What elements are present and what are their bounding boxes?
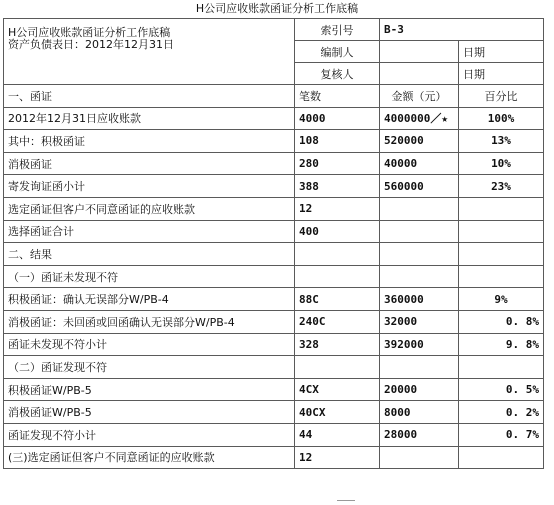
header-row-index bbox=[4, 19, 544, 41]
table-row bbox=[4, 197, 544, 220]
page-edge-mark bbox=[337, 500, 355, 501]
row-percent: 13% bbox=[459, 130, 544, 153]
row-count: 108 bbox=[295, 130, 380, 153]
row-label: 积极函证：确认无误部分W/PB-4 bbox=[4, 288, 295, 311]
row-label: 积极函证W/PB-5 bbox=[4, 378, 295, 401]
row-percent: 9% bbox=[459, 288, 544, 311]
row-label: （二）函证发现不符 bbox=[4, 356, 295, 379]
preparer-value[interactable] bbox=[380, 41, 459, 63]
table-row bbox=[4, 265, 544, 288]
table-row bbox=[4, 152, 544, 175]
reviewer-date-label: 日期 bbox=[459, 63, 544, 85]
table-row bbox=[4, 356, 544, 379]
row-count: 12 bbox=[295, 197, 380, 220]
row-label: 消极函证：未回函或回函确认无误部分W/PB-4 bbox=[4, 310, 295, 333]
row-percent: 10% bbox=[459, 152, 544, 175]
row-percent bbox=[459, 446, 544, 469]
table-row bbox=[4, 220, 544, 243]
reviewer-value[interactable] bbox=[380, 63, 459, 85]
column-header-row bbox=[4, 85, 544, 108]
header-block-subtitle: 资产负债表日：2012年12月31日 bbox=[8, 38, 174, 51]
table-row bbox=[4, 446, 544, 469]
column-header-count: 笔数 bbox=[295, 85, 380, 108]
row-count: 240C bbox=[295, 310, 380, 333]
row-amount: 8000 bbox=[380, 401, 459, 424]
row-percent: 0. 5% bbox=[459, 378, 544, 401]
row-percent bbox=[459, 220, 544, 243]
row-label: (三)选定函证但客户不同意函证的应收账款 bbox=[4, 446, 295, 469]
row-percent: 100% bbox=[459, 107, 544, 130]
table-row bbox=[4, 423, 544, 446]
table-row bbox=[4, 333, 544, 356]
row-label: 函证未发现不符小计 bbox=[4, 333, 295, 356]
row-count: 88C bbox=[295, 288, 380, 311]
row-percent: 0. 7% bbox=[459, 423, 544, 446]
row-count: 280 bbox=[295, 152, 380, 175]
table-row bbox=[4, 310, 544, 333]
table-row bbox=[4, 288, 544, 311]
row-count: 4000 bbox=[295, 107, 380, 130]
workpaper-table bbox=[3, 18, 544, 469]
header-block bbox=[4, 19, 295, 85]
header-block-title: H公司应收账款函证分析工作底稿 bbox=[8, 26, 171, 39]
row-amount: 4000000／★ bbox=[380, 107, 459, 130]
row-label: 寄发询证函小计 bbox=[4, 175, 295, 198]
row-percent: 0. 2% bbox=[459, 401, 544, 424]
row-amount: 32000 bbox=[380, 310, 459, 333]
preparer-date-label: 日期 bbox=[459, 41, 544, 63]
table-row bbox=[4, 378, 544, 401]
reviewer-label: 复核人 bbox=[295, 63, 380, 85]
row-percent: 23% bbox=[459, 175, 544, 198]
row-amount bbox=[380, 220, 459, 243]
row-amount: 360000 bbox=[380, 288, 459, 311]
column-header-amount: 金额（元） bbox=[380, 85, 459, 108]
row-count: 388 bbox=[295, 175, 380, 198]
page-title: H公司应收账款函证分析工作底稿 bbox=[195, 2, 359, 15]
row-amount: 520000 bbox=[380, 130, 459, 153]
row-count bbox=[295, 265, 380, 288]
index-value: B-3 bbox=[380, 19, 544, 41]
table-row bbox=[4, 130, 544, 153]
row-percent bbox=[459, 197, 544, 220]
table-row bbox=[4, 175, 544, 198]
row-label: 二、结果 bbox=[4, 243, 295, 266]
row-count: 4CX bbox=[295, 378, 380, 401]
table-row bbox=[4, 107, 544, 130]
row-amount: 20000 bbox=[380, 378, 459, 401]
row-amount bbox=[380, 197, 459, 220]
row-label: 其中：积极函证 bbox=[4, 130, 295, 153]
row-amount: 560000 bbox=[380, 175, 459, 198]
index-label: 索引号 bbox=[295, 19, 380, 41]
column-header-percent: 百分比 bbox=[459, 85, 544, 108]
row-amount bbox=[380, 265, 459, 288]
row-count: 12 bbox=[295, 446, 380, 469]
row-count: 40CX bbox=[295, 401, 380, 424]
row-label: 函证发现不符小计 bbox=[4, 423, 295, 446]
row-count: 44 bbox=[295, 423, 380, 446]
row-count: 328 bbox=[295, 333, 380, 356]
column-header-section: 一、函证 bbox=[4, 85, 295, 108]
row-amount: 392000 bbox=[380, 333, 459, 356]
row-count bbox=[295, 356, 380, 379]
row-percent: 0. 8% bbox=[459, 310, 544, 333]
row-percent bbox=[459, 356, 544, 379]
preparer-label: 编制人 bbox=[295, 41, 380, 63]
table-row bbox=[4, 401, 544, 424]
row-label: 选定函证但客户不同意函证的应收账款 bbox=[4, 197, 295, 220]
row-label: 消极函证 bbox=[4, 152, 295, 175]
row-percent bbox=[459, 265, 544, 288]
row-count: 400 bbox=[295, 220, 380, 243]
table-row bbox=[4, 243, 544, 266]
row-count bbox=[295, 243, 380, 266]
row-label: 消极函证W/PB-5 bbox=[4, 401, 295, 424]
row-label: 2012年12月31日应收账款 bbox=[4, 107, 295, 130]
row-label: （一）函证未发现不符 bbox=[4, 265, 295, 288]
row-amount: 40000 bbox=[380, 152, 459, 175]
row-label: 选择函证合计 bbox=[4, 220, 295, 243]
row-amount bbox=[380, 446, 459, 469]
row-amount bbox=[380, 356, 459, 379]
row-amount bbox=[380, 243, 459, 266]
row-amount: 28000 bbox=[380, 423, 459, 446]
row-percent bbox=[459, 243, 544, 266]
row-percent: 9. 8% bbox=[459, 333, 544, 356]
